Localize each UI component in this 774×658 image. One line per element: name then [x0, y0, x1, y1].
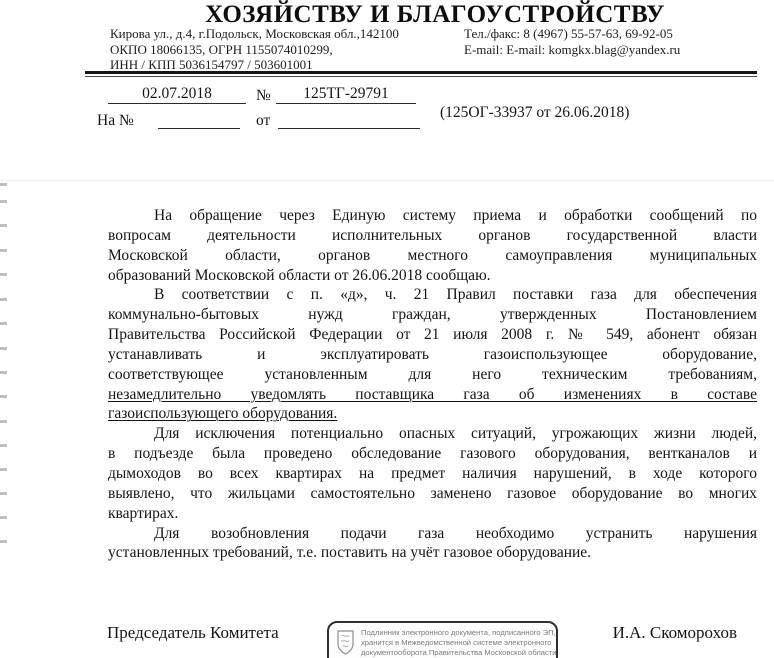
scan-artifact-mark: [0, 420, 7, 423]
body-line: Московской области, органов местного самоуправления муниципальных: [108, 246, 757, 264]
number-sign: №: [256, 87, 271, 104]
scan-artifact-mark: [0, 249, 7, 252]
body-paragraph-3: [108, 424, 757, 523]
body-line: Для исключения потенциально опасных ситуаций, угрожающих жизни людей,: [154, 425, 757, 443]
org-phone-fax: Тел./факс: 8 (4967) 55-57-63, 69-92-05: [464, 26, 673, 41]
body-line: Правительства Российской Федерации от 21 июля 2008 г. № 549, абонент обязан: [108, 326, 757, 344]
body-line-underlined: незамедлительно уведомлять поставщика газа об изменениях в составе: [108, 385, 757, 403]
scan-artifact-mark: [0, 298, 7, 301]
scan-artifact-mark: [0, 492, 7, 495]
incoming-number-label: На №: [97, 112, 134, 129]
org-contact-left: [110, 26, 399, 73]
scan-artifact-mark: [0, 224, 7, 227]
body-line: в подъезде была проведено обследование газового оборудования, вентканалов и: [108, 445, 757, 463]
scan-artifact-mark: [0, 371, 7, 374]
letterhead-separator-thick: [85, 71, 757, 74]
org-contact-right: [464, 26, 680, 57]
scan-artifact-mark: [0, 395, 7, 398]
incoming-from-label: от: [256, 112, 271, 129]
body-line: На обращение через Единую систему приема и обработки сообщений по: [154, 207, 757, 224]
body-line: вопросам деятельности исполнительных органов государственной власти: [108, 226, 757, 244]
org-inn-kpp: ИНН / КПП 5036154797 / 503601001: [110, 57, 313, 73]
scan-fold-line: [0, 180, 774, 181]
body-line: коммунально-бытовых нужд граждан, утвержденных Постановлением: [108, 306, 757, 324]
letter-body: [108, 206, 757, 563]
body-line: дымоходов во всех квартирах на предмет наличия нарушений, в ходе которого: [108, 464, 757, 482]
e-signature-stamp: [327, 621, 558, 658]
org-address: Кирова ул., д.4, г.Подольск, Московская обл.,142100: [110, 26, 399, 41]
body-line: устанавливать и эксплуатировать газоиспользующее оборудование,: [108, 345, 757, 363]
body-line: установленных требований, т.е. поставить на учёт газовое оборудование.: [108, 544, 592, 562]
scan-artifact-mark: [0, 273, 7, 276]
scan-artifact-mark: [0, 183, 7, 186]
org-okpo-ogrn: ОКПО 18066135, ОГРН 1155074010299,: [110, 41, 333, 57]
body-line: квартирах.: [108, 504, 179, 522]
signature-position: Председатель Комитета: [107, 623, 279, 642]
outgoing-date: 02.07.2018: [108, 85, 246, 104]
scan-artifact-mark: [0, 347, 7, 350]
org-title: ХОЗЯЙСТВУ И БЛАГОУСТРОЙСТВУ: [205, 1, 665, 28]
stamp-text: [361, 628, 557, 658]
incoming-number-blank-line: [158, 110, 240, 129]
outgoing-number: 125ТГ-29791: [276, 85, 416, 104]
incoming-reference: (125ОГ-33937 от 26.06.2018): [440, 104, 630, 121]
scan-artifact-mark: [0, 540, 7, 543]
stamp-text-line: хранится в Межведомственной системе электронного: [361, 637, 552, 647]
scan-artifact-mark: [0, 322, 7, 325]
scan-artifact-mark: [0, 444, 7, 447]
scan-artifact-mark: [0, 200, 7, 203]
body-line: Для возобновления подачи газа необходимо устранить нарушения: [154, 524, 757, 542]
org-email: E-mail: E-mail: komgkx.blag@yandex.ru: [464, 41, 681, 57]
incoming-date-blank-line: [278, 110, 420, 129]
letterhead-separator-thin: [85, 76, 757, 77]
scan-artifact-mark: [0, 468, 7, 471]
stamp-text-line: документооборота Правительства Московской области: [361, 647, 557, 657]
body-paragraph-2: [108, 285, 757, 424]
body-line: соответствующее установленным для него техническим требованиям,: [108, 365, 757, 383]
signature-name: И.А. Скоморохов: [612, 623, 737, 642]
scan-artifact-mark: [0, 516, 7, 519]
moscow-oblast-emblem-icon: [336, 629, 355, 658]
body-paragraph-4: [108, 524, 757, 564]
body-line: В соответствии с п. «д», ч. 21 Правил поставки газа для обеспечения: [154, 286, 757, 304]
body-paragraph-1: [108, 206, 757, 285]
body-line: образований Московской области от 26.06.2018 сообщаю.: [108, 266, 491, 284]
body-line-underlined: газоиспользующего оборудования.: [108, 405, 338, 423]
stamp-text-line: Подлинник электронного документа, подписанного ЭП,: [361, 628, 556, 637]
body-line: выявлено, что жильцами самостоятельно заменено газовое оборудование во многих: [108, 484, 757, 502]
